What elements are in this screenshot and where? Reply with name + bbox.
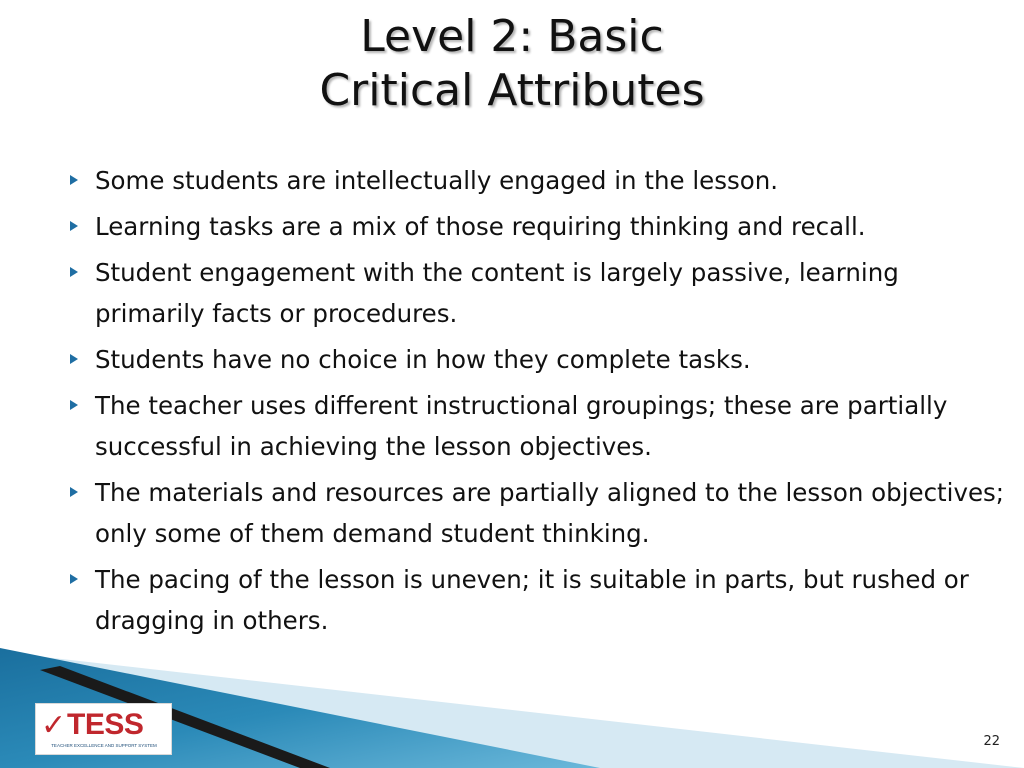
bullet-text: Learning tasks are a mix of those requiring thinking and recall.: [95, 212, 866, 241]
bullet-item: [70, 252, 1005, 334]
bullet-text: The teacher uses different instructional groupings; these are partially successful in achieving the lesson objectives.: [95, 391, 948, 461]
bullet-item: [70, 385, 1005, 467]
bullet-item: [70, 472, 1005, 554]
bullet-item: [70, 206, 1005, 247]
triangle-bullet-icon: [70, 175, 78, 185]
bullet-list: [70, 160, 1005, 646]
bullet-item: [70, 160, 1005, 201]
triangle-bullet-icon: [70, 221, 78, 231]
checkmark-icon: ✓: [41, 708, 67, 743]
bullet-text: Some students are intellectually engaged in the lesson.: [95, 166, 779, 195]
bullet-text: The materials and resources are partially aligned to the lesson objectives; only some of them demand student thinking.: [95, 478, 1005, 548]
tess-logo: [35, 703, 172, 755]
bullet-text: The pacing of the lesson is uneven; it is suitable in parts, but rushed or dragging in others.: [95, 565, 969, 635]
triangle-bullet-icon: [70, 400, 78, 410]
logo-tagline: TEACHER EXCELLENCE AND SUPPORT SYSTEM: [51, 743, 157, 748]
slide-title: [0, 10, 1024, 118]
slide-title-line-2: Critical Attributes: [319, 65, 705, 116]
triangle-bullet-icon: [70, 267, 78, 277]
bullet-item: [70, 559, 1005, 641]
logo-wordmark: TESS: [67, 708, 144, 741]
page-number: 22: [983, 734, 1000, 749]
bullet-text: Students have no choice in how they complete tasks.: [95, 345, 751, 374]
triangle-bullet-icon: [70, 487, 78, 497]
slide-title-line-1: Level 2: Basic: [360, 11, 664, 62]
bullet-item: [70, 339, 1005, 380]
triangle-bullet-icon: [70, 574, 78, 584]
bullet-text: Student engagement with the content is largely passive, learning primarily facts or procedures.: [95, 258, 899, 328]
triangle-bullet-icon: [70, 354, 78, 364]
